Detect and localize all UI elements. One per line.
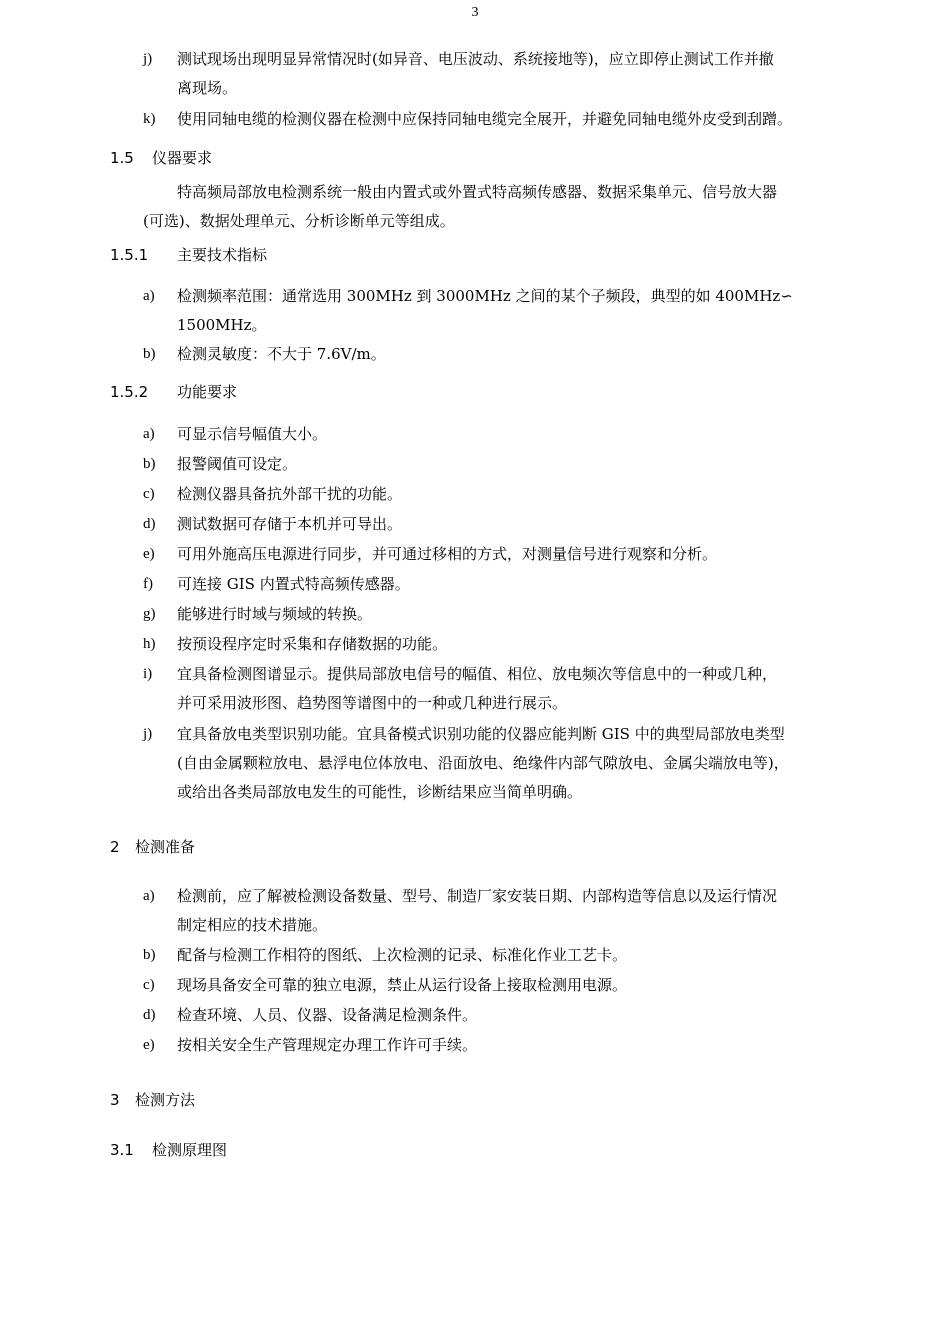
text-line: 宜具备检测图谱显示。提供局部放电信号的幅值、相位、放电频次等信息中的一种或几种， [177, 665, 778, 683]
text-line: (自由金属颗粒放电、悬浮电位体放电、沿面放电、绝缘件内部气隙放电、金属尖端放电等)， [177, 754, 789, 772]
text-line: 现场具备安全可靠的独立电源，禁止从运行设备上接取检测用电源。 [177, 976, 628, 994]
text-line: (可选)、数据处理单元、分析诊断单元等组成。 [143, 212, 455, 230]
list-item-marker: f) [143, 576, 153, 592]
list-item-marker: d) [143, 516, 156, 532]
text-line: 可连接 GIS 内置式特高频传感器。 [177, 575, 410, 593]
text-line: 按相关安全生产管理规定办理工作许可手续。 [177, 1036, 478, 1054]
list-item-text [177, 941, 627, 970]
text-line: 能够进行时域与频域的转换。 [177, 605, 373, 623]
list-item-text [177, 282, 793, 340]
text-line: 可用外施高压电源进行同步，并可通过移相的方式，对测量信号进行观察和分析。 [177, 545, 718, 563]
paragraph [143, 178, 873, 236]
text-line: 检测灵敏度：不大于 7.6V/m。 [177, 345, 386, 363]
section-title: 检测方法 [135, 1091, 196, 1109]
section-number: 3.1 [110, 1141, 134, 1159]
text-line: 特高频局部放电检测系统一般由内置式或外置式特高频传感器、数据采集单元、信号放大器 [177, 183, 778, 201]
list-item-text [177, 1001, 477, 1030]
list-item-marker: b) [143, 346, 156, 362]
list-item-text [177, 600, 372, 629]
section-heading [110, 837, 195, 857]
list-item-marker: d) [143, 1007, 156, 1023]
section-title: 检测原理图 [152, 1141, 228, 1159]
list-item-text [177, 630, 447, 659]
text-line: 1500MHz。 [177, 316, 267, 334]
text-line: 并可采用波形图、趋势图等谱图中的一种或几种进行展示。 [177, 694, 568, 712]
text-line: 配备与检测工作相符的图纸、上次检测的记录、标准化作业工艺卡。 [177, 946, 628, 964]
text-line: 使用同轴电缆的检测仪器在检测中应保持同轴电缆完全展开，并避免同轴电缆外皮受到刮蹭。 [177, 110, 793, 128]
section-number: 1.5.1 [110, 246, 149, 264]
list-item-text [177, 882, 777, 940]
text-line: 报警阈值可设定。 [177, 455, 298, 473]
list-item-text [177, 510, 402, 539]
list-item-text [177, 540, 717, 569]
list-item-marker: e) [143, 1037, 155, 1053]
section-heading [110, 245, 267, 265]
list-item-text [177, 720, 789, 807]
list-item-marker: j) [143, 726, 153, 742]
list-item-text [177, 340, 386, 369]
list-item-text [177, 420, 327, 449]
section-number: 3 [110, 1091, 120, 1109]
list-item-marker: i) [143, 666, 153, 682]
list-item-marker: a) [143, 888, 155, 904]
list-item-marker: j) [143, 51, 153, 67]
text-line: 检测频率范围：通常选用 300MHz 到 3000MHz 之间的某个子频段，典型的如 400MHz∽ [177, 287, 793, 305]
section-heading [110, 148, 212, 168]
section-title: 主要技术指标 [177, 246, 268, 264]
list-item-marker: h) [143, 636, 156, 652]
text-line: 测试现场出现明显异常情况时(如异音、电压波动、系统接地等)，应立即停止测试工作并撤 [177, 50, 774, 68]
text-line: 离现场。 [177, 79, 238, 97]
section-heading [110, 1090, 195, 1110]
text-line: 测试数据可存储于本机并可导出。 [177, 515, 403, 533]
list-item-marker: a) [143, 288, 155, 304]
text-line: 制定相应的技术措施。 [177, 916, 328, 934]
text-line: 检查环境、人员、仪器、设备满足检测条件。 [177, 1006, 478, 1024]
section-title: 检测准备 [135, 838, 196, 856]
list-item-text [177, 971, 627, 1000]
section-heading [110, 1140, 227, 1160]
text-line: 可显示信号幅值大小。 [177, 425, 328, 443]
list-item-marker: k) [143, 111, 156, 127]
section-title: 功能要求 [177, 383, 238, 401]
list-item-marker: c) [143, 977, 155, 993]
text-line: 或给出各类局部放电发生的可能性，诊断结果应当简单明确。 [177, 783, 583, 801]
list-item-text [177, 45, 774, 103]
section-number: 2 [110, 838, 120, 856]
text-line: 检测前，应了解被检测设备数量、型号、制造厂家安装日期、内部构造等信息以及运行情况 [177, 887, 778, 905]
list-item-text [177, 570, 410, 599]
list-item-marker: c) [143, 486, 155, 502]
list-item-text [177, 660, 777, 718]
list-item-marker: g) [143, 606, 156, 622]
section-number: 1.5 [110, 149, 134, 167]
list-item-text [177, 105, 792, 134]
page-number: 3 [471, 5, 479, 20]
list-item-marker: a) [143, 426, 155, 442]
text-line: 按预设程序定时采集和存储数据的功能。 [177, 635, 448, 653]
list-item-text [177, 480, 402, 509]
section-heading [110, 382, 237, 402]
list-item-text [177, 450, 297, 479]
list-item-marker: b) [143, 456, 156, 472]
list-item-marker: e) [143, 546, 155, 562]
section-title: 仪器要求 [152, 149, 213, 167]
text-line: 宜具备放电类型识别功能。宜具备模式识别功能的仪器应能判断 GIS 中的典型局部放电类型 [177, 725, 785, 743]
text-line: 检测仪器具备抗外部干扰的功能。 [177, 485, 403, 503]
list-item-marker: b) [143, 947, 156, 963]
section-number: 1.5.2 [110, 383, 149, 401]
list-item-text [177, 1031, 477, 1060]
